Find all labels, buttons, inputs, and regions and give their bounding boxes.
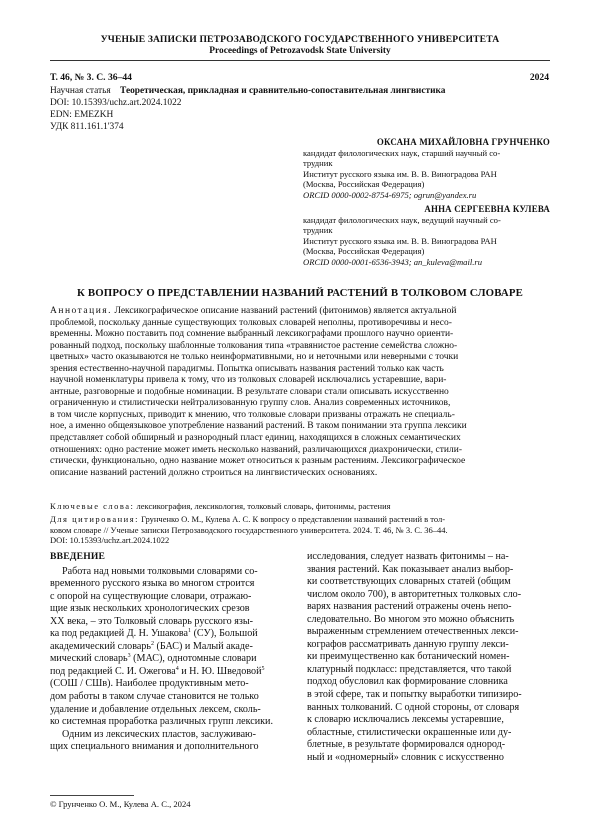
body-line: удаление и добавление отдельных лексем, сколь- (50, 703, 261, 715)
issue-info: Т. 46, № 3. С. 36–44 (50, 72, 132, 83)
body-line (50, 628, 293, 641)
body-line: ванных толкований. С одной стороны, от словаря (307, 701, 520, 713)
footnote-ref: 4 (175, 665, 179, 672)
udk-line: УДК 811.161.1'374 (50, 122, 124, 132)
abstract (50, 306, 550, 479)
body-text: ка под редакцией Д. Н. Ушакова (50, 628, 189, 640)
footnote-divider (50, 795, 134, 796)
issue-year: 2024 (529, 72, 549, 83)
keywords-label: Ключевые слова: (50, 501, 135, 511)
intro-left-column (50, 551, 293, 754)
article-section: Теоретическая, прикладная и сравнительно-сопоставительная лингвистика (120, 86, 446, 96)
abstract-line: в том числе корпусных, приводит к мнению, что толковые словари призваны отражать не специаль- (50, 409, 455, 420)
abstract-line: описание названий растений должно строиться на лингвистических основаниях. (50, 467, 378, 478)
author-2-degree-cont: трудник (303, 225, 333, 236)
author-1-location: (Москва, Российская Федерация) (303, 179, 425, 190)
body-line (50, 653, 293, 666)
footnote-ref: 2 (150, 640, 154, 647)
abstract-line: ограниченную и стилистически нейтрализованную группу слов. Анализ современных источников, (50, 398, 451, 409)
body-line: варях названия растений отражены очень непо- (307, 601, 512, 613)
edn-line: EDN: EMEZKH (50, 110, 114, 120)
author-1-orcid: ORCID 0000-0002-8754-6975; ogrun@yandex.ru (303, 189, 477, 200)
author-2 (303, 204, 550, 268)
body-line: числом около 700), в авторитетных толковых сло- (307, 588, 522, 600)
body-line: к словарю исключались лексемы устаревшие, (307, 714, 504, 726)
body-line: (СОШ / СШв). Наиболее продуктивным мето- (50, 678, 249, 690)
abstract-line: стически, функционально, одно название может относиться к разным растениям. Лексикографическое (50, 456, 466, 467)
body-line (50, 666, 293, 679)
body-line: областные, стилистически окрашенные или ду- (307, 726, 512, 738)
section-heading: ВВЕДЕНИЕ (50, 551, 106, 562)
body-line: ный и «одномерный» словник с искусственно (307, 751, 504, 763)
body-text: академический словарь (50, 640, 151, 652)
keywords-text: лексикография, лексикология, толковый словарь, фитонимы, растения (136, 501, 391, 511)
body-line: ки преимущественно как ботанический номен- (307, 651, 510, 663)
author-1-institution: Институт русского языка им. В. В. Виноградова РАН (303, 168, 497, 179)
body-line: Работа над новыми толковыми словарями со- (62, 565, 258, 577)
body-line: ко системная проработка различных групп лексики. (50, 716, 273, 728)
body-line: клатурный подкласс: представляется, что такой (307, 663, 512, 675)
body-line: исследования, следует назвать фитонимы – на- (307, 551, 509, 562)
body-line: блетные, в результате формировался однород- (307, 739, 506, 751)
body-line (50, 641, 293, 654)
article-title: К ВОПРОСУ О ПРЕДСТАВЛЕНИИ НАЗВАНИЙ РАСТЕНИЙ В ТОЛКОВОМ СЛОВАРЕ (77, 287, 523, 299)
abstract-line: отношениях: одно растение может иметь несколько названий, различающихся диахронически, стили- (50, 444, 462, 455)
abstract-line: рованный подход, поскольку шаблонные толкования типа «травянистое растение семейства сложно- (50, 340, 458, 351)
body-text: мический словарь (50, 653, 128, 665)
body-line: XX века, – это Толковый словарь русского язы- (50, 615, 254, 627)
body-line: кографов рассматривать данную группу лекси- (307, 638, 509, 650)
keywords (50, 501, 550, 512)
author-2-orcid: ORCID 0000-0001-6536-3943; an_kuleva@mail.ru (303, 256, 483, 267)
copyright: © Грунченко О. М., Кулева А. С., 2024 (50, 799, 191, 809)
author-2-institution: Институт русского языка им. В. В. Виноградова РАН (303, 235, 497, 246)
citation (50, 514, 550, 546)
abstract-line: антные, разговорные и подобные номинации. В результате словари стали описывать искусственно (50, 386, 449, 397)
intro-right-column (307, 551, 550, 764)
footnote-ref: 1 (188, 628, 192, 635)
footnote-ref: 5 (261, 665, 265, 672)
abstract-label: Аннотация. (50, 306, 113, 316)
body-line: выраженным стремлением отечественных лекси- (307, 626, 519, 638)
doi-line: DOI: 10.15393/uchz.art.2024.1022 (50, 98, 182, 108)
body-line: щих специального внимания и дополнительного (50, 741, 259, 753)
body-line: следовательно. Во многом это можно объяснить (307, 613, 515, 625)
footnote-ref: 3 (127, 653, 131, 660)
body-line: в этой сфере, так и попытку выработки типизиро- (307, 689, 522, 701)
body-text: (СУ), Большой (193, 628, 258, 640)
journal-subtitle: Proceedings of Petrozavodsk State University (209, 46, 391, 56)
body-line: дом работы в таком случае становится не только (50, 691, 259, 703)
citation-doi: DOI: 10.15393/uchz.art.2024.1022 (50, 535, 170, 546)
citation-label: Для цитирования: (50, 514, 139, 524)
body-line: ки соответствующих словарных статей (общим (307, 576, 511, 588)
header-divider (50, 60, 550, 61)
author-2-name: АННА СЕРГЕЕВНА КУЛЕВА (424, 204, 550, 214)
article-type-line (50, 85, 445, 97)
body-text: и Н. Ю. Шведовой (181, 665, 262, 677)
abstract-line: научной номенклатуры привела к тому, что из толковых словарей исключались устаревшие, вари- (50, 375, 447, 386)
body-line: Одним из лексических пластов, заслуживаю- (62, 728, 256, 740)
body-line: щие язык нескольких хронологических срезов (50, 603, 250, 615)
body-text: под редакцией С. И. Ожегова (50, 665, 176, 677)
journal-title: УЧЕНЫЕ ЗАПИСКИ ПЕТРОЗАВОДСКОГО ГОСУДАРСТВЕННОГО УНИВЕРСИТЕТА (100, 34, 500, 45)
article-type: Научная статья (50, 86, 111, 96)
author-1-name: ОКСАНА МИХАЙЛОВНА ГРУНЧЕНКО (376, 137, 550, 147)
body-line: временного русского языка во многом строится (50, 578, 255, 590)
abstract-line: временны. Можно поставить под сомнение выбранный лексикографами прошлого научно ориенти- (50, 329, 454, 340)
abstract-line: проблемой, поскольку данные существующих толковых словарей неполны, противоречивы и несо- (50, 317, 452, 328)
author-1-degree-cont: трудник (303, 158, 333, 169)
body-line: подход обусловил как формирование словника (307, 676, 508, 688)
citation-line: Грунченко О. М., Кулева А. С. К вопросу о представлении названий растений в тол- (141, 514, 446, 524)
body-line: с опорой на существующие словари, отражаю- (50, 590, 252, 602)
abstract-line: ное, а именно общеязыковое употребление названий растений. В таком понимании эта группа лексики (50, 421, 467, 432)
abstract-line: Лексикографическое описание названий растений (фитонимов) является актуальной (114, 306, 457, 316)
author-2-location: (Москва, Российская Федерация) (303, 246, 425, 257)
citation-line: ковом словаре // Ученые записки Петрозаводского государственного университета. 2024. Т. 46, № 3. С. 36–44. (50, 524, 448, 535)
abstract-line: зрения естественно-научной парадигмы. Попытка описывать названия растений только как часть (50, 363, 444, 374)
body-text: (БАС) и Малый акаде- (156, 640, 253, 652)
author-2-degree: кандидат филологических наук, ведущий научный со- (303, 214, 501, 225)
abstract-line: цветных» часто оказываются не только неинформативными, но и неточными или неверными с точки (50, 352, 459, 363)
author-1-degree: кандидат филологических наук, старший научный со- (303, 147, 501, 158)
body-text: (МАС), однотомные словари (133, 653, 257, 665)
abstract-line: представляет собой обширный и разнородный пласт единиц, находящихся в сложных семантических (50, 433, 461, 444)
author-1 (303, 137, 550, 201)
body-line: звания растений. Как показывает анализ выбор- (307, 563, 514, 575)
